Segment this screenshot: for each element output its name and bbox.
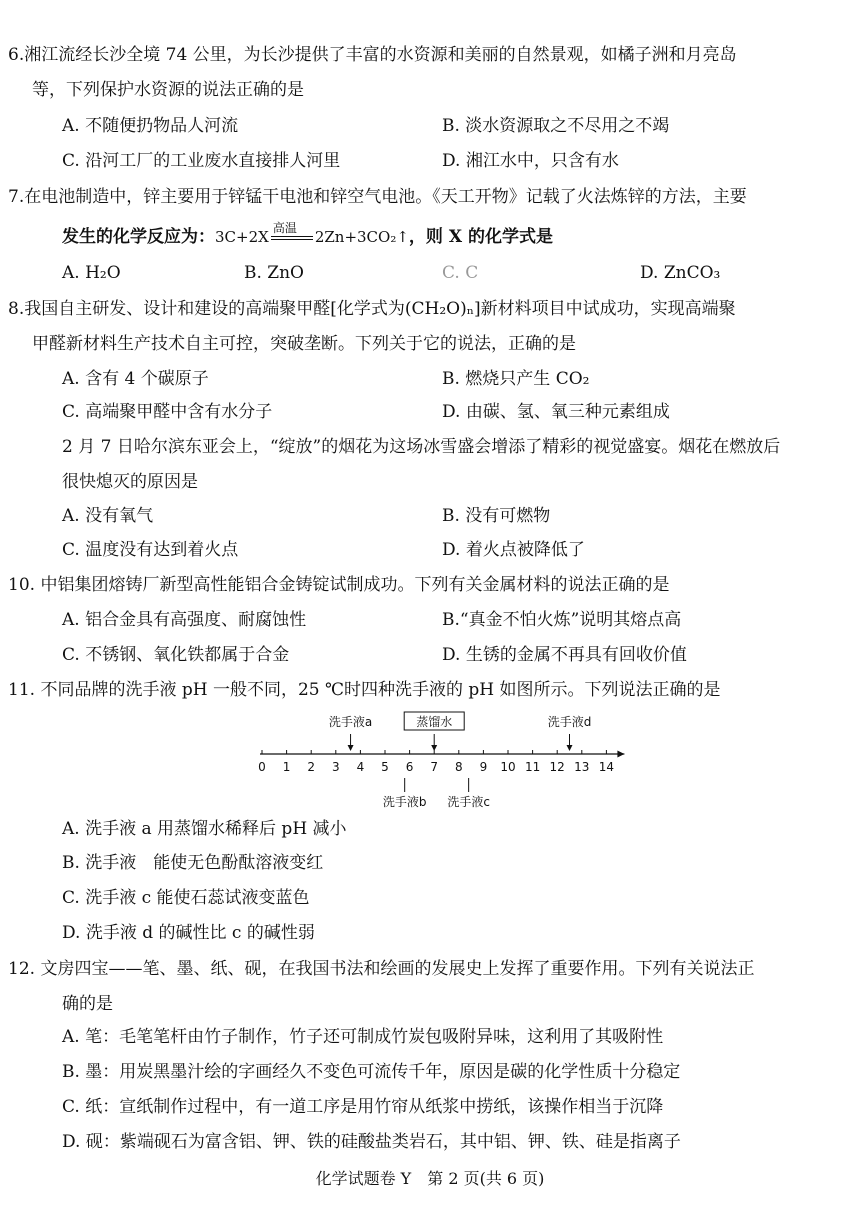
q12-option-d: D. 砚：紫端砚石为富含铝、钾、铁的硅酸盐类岩石，其中铝、钾、铁、硅是指离子 [62,1132,681,1152]
ph-marker-water-arrowhead [431,745,437,751]
q8-option-d: D. 由碳、氢、氧三种元素组成 [442,402,670,422]
q6-option-d: D. 湘江水中，只含有水 [442,151,619,171]
q12-stem-line2: 确的是 [62,994,113,1014]
q12-option-a: A. 笔：毛笔笔杆由竹子制作，竹子还可制成竹炭包吸附异味，这利用了其吸附性 [62,1027,664,1047]
q10-option-c: C. 不锈钢、氧化铁都属于合金 [62,645,290,665]
q6-stem-line2: 等，下列保护水资源的说法正确的是 [32,80,304,100]
ph-tick-label: 12 [549,760,565,774]
ph-tick-label: 6 [405,760,414,774]
q7-option-d: D. ZnCO₃ [640,263,721,283]
ph-tick-label: 7 [430,760,439,774]
q11-option-a: A. 洗手液 a 用蒸馏水稀释后 pH 减小 [62,819,347,839]
page-footer: 化学试题卷 Y 第 2 页(共 6 页) [315,1169,545,1188]
ph-tick-label: 4 [356,760,365,774]
q10-option-a: A. 铝合金具有高强度、耐腐蚀性 [62,610,307,630]
ph-tick-label: 9 [479,760,488,774]
ph-tick-label: 14 [598,760,615,774]
q7-option-b: B. ZnO [244,263,304,283]
q9-stem-line1: 2 月 7 日哈尔滨东亚会上，“绽放”的烟花为这场冰雪盛会增添了精彩的视觉盛宴。烟花在燃放后 [62,437,781,457]
ph-marker-c-label: 洗手液c [447,795,490,809]
ph-marker-a-label: 洗手液a [328,715,373,729]
ph-tick-label: 10 [500,760,516,774]
q8-option-c: C. 高端聚甲醛中含有水分子 [62,402,273,422]
ph-tick-label: 8 [454,760,463,774]
q8-stem-line2: 甲醛新材料生产技术自主可控，突破垄断。下列关于它的说法，正确的是 [32,334,576,354]
ph-marker-d-label: 洗手液d [547,715,592,729]
q7-option-c: C. C [442,263,479,283]
ph-axis-arrow [617,751,624,758]
q6-option-c: C. 沿河工厂的工业废水直接排人河里 [62,151,341,171]
q8-option-b: B. 燃烧只产生 CO₂ [442,369,590,389]
ph-tick-label: 2 [307,760,316,774]
ph-tick-label: 13 [574,760,590,774]
q10-option-b: B.“真金不怕火炼”说明其熔点高 [442,610,682,630]
q9-option-c: C. 温度没有达到着火点 [62,540,239,560]
q10-stem: 10. 中铝集团熔铸厂新型高性能铝合金铸锭试制成功。下列有关金属材料的说法正确的是 [8,575,670,595]
q6-option-a: A. 不随便扔物品人河流 [62,116,239,136]
ph-marker-b-label: 洗手液b [382,795,427,809]
ph-tick-label: 1 [282,760,291,774]
q6-option-b: B. 淡水资源取之不尽用之不竭 [442,116,670,136]
q10-option-d: D. 生锈的金属不再具有回收价值 [442,645,687,665]
q12-stem-line1: 12. 文房四宝——笔、墨、纸、砚，在我国书法和绘画的发展史上发挥了重要作用。下列有关说法正 [8,959,755,979]
ph-tick-label: 0 [258,760,266,774]
q7-suffix: ，则 X 的化学式是 [408,227,553,247]
q7-prefix: 发生的化学反应为： [62,227,215,247]
q7-equation-left: 3C+2X [215,228,269,246]
ph-marker-d-arrowhead [567,745,573,751]
q9-option-a: A. 没有氧气 [62,506,154,526]
q12-option-b: B. 墨：用炭黑墨汁绘的字画经久不变色可流传千年，原因是碳的化学性质十分稳定 [62,1062,681,1082]
q11-option-b: B. 洗手液 能使无色酚酞溶液变红 [62,853,324,873]
q7-stem-line1: 7.在电池制造中，锌主要用于锌锰干电池和锌空气电池。《天工开物》记载了火法炼锌的方法，主要 [8,187,747,207]
q7-equation-arrow [269,221,315,248]
ph-tick-label: 3 [331,760,340,774]
q9-option-b: B. 没有可燃物 [442,506,551,526]
q7-stem-line2 [62,221,553,248]
q7-option-a: A. H₂O [62,263,121,283]
q7-equation-right: 2Zn+3CO₂↑ [314,228,409,246]
ph-marker-water-label: 蒸馏水 [416,715,453,729]
q8-option-a: A. 含有 4 个碳原子 [62,369,209,389]
q11-stem: 11. 不同品牌的洗手液 pH 一般不同，25 ℃时四种洗手液的 pH 如图所示。下列说法正确的是 [8,680,721,700]
ph-marker-a-arrowhead [348,745,354,751]
ph-tick-label: 5 [381,760,389,774]
q6-stem-line1: 6.湘江流经长沙全境 74 公里，为长沙提供了丰富的水资源和美丽的自然景观，如橘子洲和月亮岛 [8,45,737,65]
ph-axis [258,712,624,809]
q9-stem-line2: 很快熄灭的原因是 [62,472,198,492]
ph-scale-figure [240,706,640,810]
ph-tick-label: 11 [524,760,541,774]
q7-equation-condition: 高温 [272,221,297,235]
q8-stem-line1: 8.我国自主研发、设计和建设的高端聚甲醛[化学式为(CH₂O)ₙ]新材料项目中试成功，实现高端聚 [8,299,736,319]
q11-option-d: D. 洗手液 d 的碱性比 c 的碱性弱 [62,923,315,943]
q11-option-c: C. 洗手液 c 能使石蕊试液变蓝色 [62,888,310,908]
q12-option-c: C. 纸：宣纸制作过程中，有一道工序是用竹帘从纸浆中捞纸，该操作相当于沉降 [62,1097,664,1117]
q9-option-d: D. 着火点被降低了 [442,540,585,560]
